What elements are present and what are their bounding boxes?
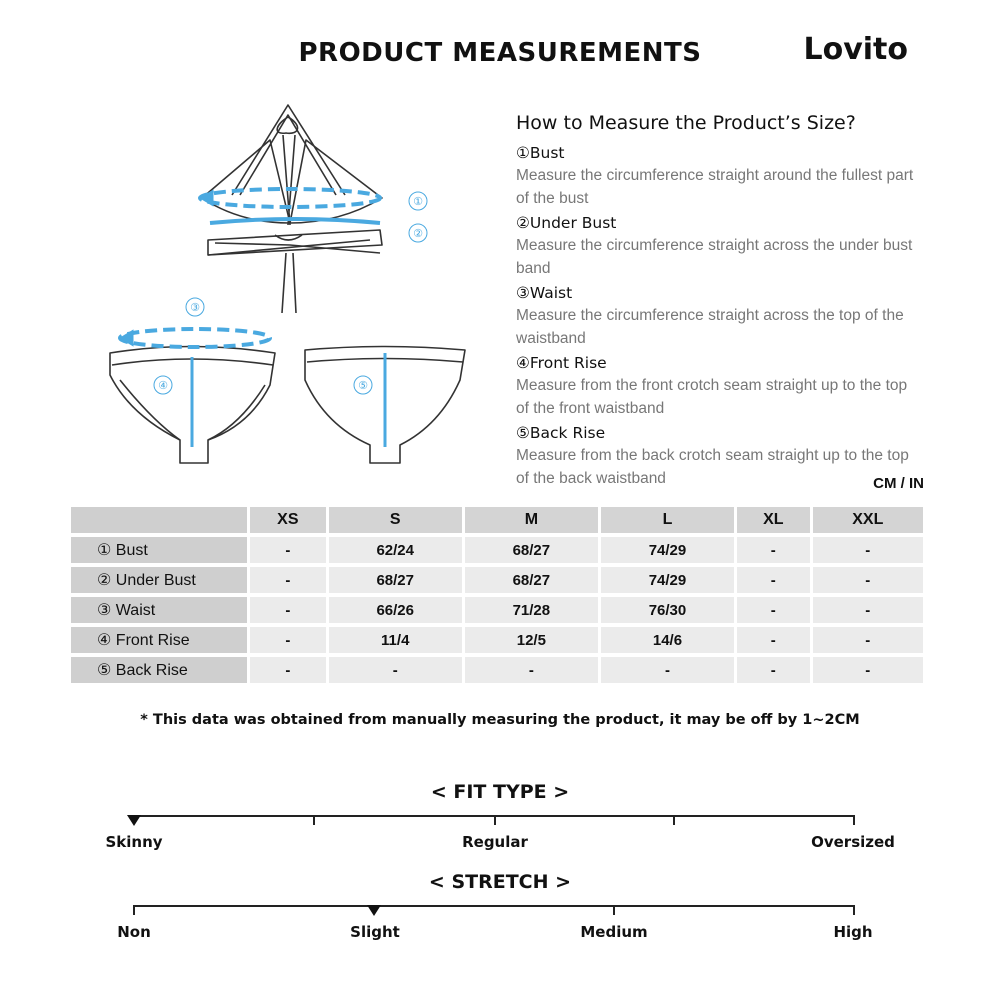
measure-name: ④Front Rise: [516, 354, 607, 372]
units-label: CM / IN: [873, 475, 924, 492]
hanging-ties: [282, 253, 296, 313]
fit-label-skinny: Skinny: [105, 833, 163, 851]
table-cell: -: [250, 657, 326, 683]
measure-desc: Measure the circumference straight around the fullest part of the bust: [516, 167, 914, 207]
table-cell: 74/29: [601, 567, 734, 593]
row-label: ③ Waist: [71, 597, 247, 623]
measure-desc: Measure the circumference straight across the top of the waistband: [516, 307, 904, 347]
table-cell: -: [601, 657, 734, 683]
table-row: [71, 657, 923, 683]
waist-guide: [120, 329, 270, 347]
brand-logo: Lovito: [803, 32, 908, 67]
how-to-measure: [516, 112, 916, 492]
measure-name: ③Waist: [516, 284, 573, 302]
table-cell: -: [737, 567, 810, 593]
marker-4: ④: [158, 379, 168, 392]
row-label: ⑤ Back Rise: [71, 657, 247, 683]
table-cell: -: [737, 537, 810, 563]
fit-label-regular: Regular: [462, 833, 528, 851]
table-cell: 11/4: [329, 627, 462, 653]
marker-3: ③: [190, 301, 200, 314]
fit-type-tick: [673, 815, 675, 825]
stretch-label-medium: Medium: [580, 923, 648, 941]
table-cell: -: [737, 597, 810, 623]
table-row: [71, 627, 923, 653]
table-cell: -: [465, 657, 598, 683]
table-corner: [71, 507, 247, 533]
table-cell: -: [737, 657, 810, 683]
table-cell: 71/28: [465, 597, 598, 623]
measure-item-under-bust: [516, 212, 916, 280]
table-cell: 66/26: [329, 597, 462, 623]
fit-type-tick: [853, 815, 855, 825]
size-header: M: [465, 507, 598, 533]
fit-type-title: < FIT TYPE >: [430, 781, 570, 803]
table-cell: 74/29: [601, 537, 734, 563]
fit-type-marker-icon: [127, 815, 141, 826]
table-cell: 68/27: [329, 567, 462, 593]
table-cell: -: [250, 627, 326, 653]
fit-type-tick: [494, 815, 496, 825]
table-cell: -: [250, 537, 326, 563]
size-table: [68, 503, 926, 687]
table-cell: -: [813, 657, 923, 683]
table-cell: -: [813, 597, 923, 623]
stretch-scale-line: [133, 905, 855, 907]
row-label: ② Under Bust: [71, 567, 247, 593]
size-header: XL: [737, 507, 810, 533]
measure-desc: Measure the circumference straight across the under bust band: [516, 237, 913, 277]
size-header: XXL: [813, 507, 923, 533]
table-cell: -: [250, 597, 326, 623]
measurement-note: * This data was obtained from manually measuring the product, it may be off by 1~2CM: [140, 712, 860, 728]
table-row: [71, 567, 923, 593]
table-header-row: [71, 507, 923, 533]
measure-name: ⑤Back Rise: [516, 424, 606, 442]
row-label: ① Bust: [71, 537, 247, 563]
product-diagram: [90, 95, 490, 475]
stretch-tick: [613, 905, 615, 915]
table-cell: -: [813, 567, 923, 593]
stretch-label-non: Non: [117, 923, 151, 941]
table-cell: 14/6: [601, 627, 734, 653]
marker-2: ②: [413, 227, 423, 240]
stretch-label-high: High: [833, 923, 873, 941]
measure-name: ①Bust: [516, 144, 565, 162]
measure-desc: Measure from the back crotch seam straight up to the top of the back waistband: [516, 447, 909, 487]
how-to-heading: How to Measure the Product’s Size?: [516, 112, 856, 134]
table-cell: -: [813, 627, 923, 653]
table-row: [71, 537, 923, 563]
table-row: [71, 597, 923, 623]
table-cell: -: [737, 627, 810, 653]
stretch-title: < STRETCH >: [428, 871, 572, 893]
measure-item-waist: [516, 282, 916, 350]
table-cell: 68/27: [465, 537, 598, 563]
row-label: ④ Front Rise: [71, 627, 247, 653]
fit-label-oversized: Oversized: [811, 833, 895, 851]
center-tie: [283, 135, 295, 225]
table-cell: 68/27: [465, 567, 598, 593]
measure-name: ②Under Bust: [516, 214, 617, 232]
marker-5: ⑤: [358, 379, 368, 392]
measure-desc: Measure from the front crotch seam straight up to the top of the front waistband: [516, 377, 908, 417]
table-cell: -: [329, 657, 462, 683]
measure-item-front-rise: [516, 352, 916, 420]
fit-type-tick: [313, 815, 315, 825]
page-title: PRODUCT MEASUREMENTS: [298, 38, 702, 68]
stretch-label-slight: Slight: [350, 923, 400, 941]
marker-1: ①: [413, 195, 423, 208]
stretch-tick: [853, 905, 855, 915]
table-cell: 76/30: [601, 597, 734, 623]
size-header: S: [329, 507, 462, 533]
stretch-marker-icon: [367, 905, 381, 916]
size-header: L: [601, 507, 734, 533]
stretch-tick: [133, 905, 135, 915]
table-cell: 12/5: [465, 627, 598, 653]
size-header: XS: [250, 507, 326, 533]
table-cell: -: [250, 567, 326, 593]
halter-strap-inner: [240, 115, 336, 195]
left-cup: [202, 140, 290, 223]
table-cell: 62/24: [329, 537, 462, 563]
measure-item-back-rise: [516, 422, 916, 490]
measure-item-bust: [516, 142, 916, 210]
table-cell: -: [813, 537, 923, 563]
